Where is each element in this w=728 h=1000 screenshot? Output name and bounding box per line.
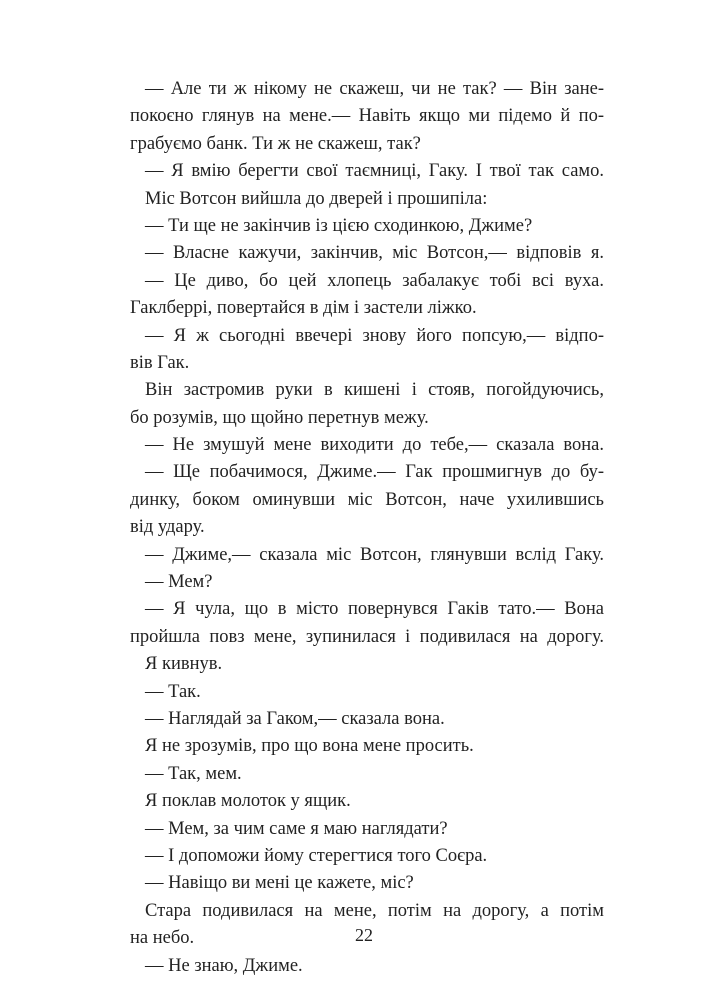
body-text [130, 76, 604, 980]
text-line-17: від удару. [130, 517, 205, 538]
text-line-27: Я поклав молоток у ящик. [145, 791, 351, 812]
text-line-31: Стара подивилася на мене, потім на дорогу, а потім [145, 900, 604, 921]
text-line-30: — Навіщо ви мені це кажете, міс? [145, 873, 414, 894]
text-line-6: — Ти ще не закінчив із цією сходинкою, Джиме? [145, 215, 533, 236]
text-line-2: покоєно глянув на мене.— Навіть якщо ми підемо й по- [130, 106, 604, 127]
text-line-1: — Але ти ж нікому не скажеш, чи не так? — Він зане- [145, 79, 604, 99]
text-line-15: — Ще побачимося, Джиме.— Гак прошмигнув до бу- [145, 462, 604, 483]
text-line-29: — І допоможи йому стерегтися того Соєра. [145, 845, 488, 866]
text-line-8: — Це диво, бо цей хлопець забалакує тобі всі вуха. [145, 270, 604, 291]
text-line-25: Я не зрозумів, про що вона мене просить. [145, 736, 474, 757]
text-line-19: — Мем? [145, 572, 213, 593]
text-line-21: пройшла повз мене, зупинилася і подивилася на дорогу. [130, 626, 604, 647]
text-line-4: — Я вмію берегти свої таємниці, Гаку. І твої так само. [145, 161, 604, 182]
text-line-33: — Не знаю, Джиме. [145, 955, 303, 976]
text-line-11: вів Гак. [130, 352, 190, 373]
text-line-24: — Наглядай за Гаком,— сказала вона. [145, 708, 445, 729]
text-line-22: Я кивнув. [145, 654, 223, 675]
text-line-12: Він застромив руки в кишені і стояв, погойдуючись, [145, 380, 604, 401]
text-line-16: динку, боком оминувши міс Вотсон, наче ухилившись [130, 489, 604, 510]
text-line-13: бо розумів, що щойно перетнув межу. [130, 407, 429, 428]
text-line-9: Гаклберрі, повертайся в дім і застели ліжко. [130, 298, 477, 319]
page-number: 22 [355, 925, 373, 945]
text-line-18: — Джиме,— сказала міс Вотсон, глянувши вслід Гаку. [145, 544, 604, 565]
text-line-5: Міс Вотсон вийшла до дверей і прошипіла: [145, 188, 488, 209]
text-line-32: на небо. [130, 928, 195, 949]
text-line-7: — Власне кажучи, закінчив, міс Вотсон,— відповів я. [145, 243, 604, 264]
text-line-23: — Так. [145, 681, 201, 702]
text-line-3: грабуємо банк. Ти ж не скажеш, так? [130, 133, 421, 154]
text-line-26: — Так, мем. [145, 763, 242, 784]
text-line-20: — Я чула, що в місто повернувся Гаків тато.— Вона [145, 599, 604, 620]
text-line-14: — Не змушуй мене виходити до тебе,— сказала вона. [145, 435, 604, 456]
text-line-10: — Я ж сьогодні ввечері знову його попсую,— відпо- [145, 325, 604, 346]
text-line-28: — Мем, за чим саме я маю наглядати? [145, 818, 448, 839]
